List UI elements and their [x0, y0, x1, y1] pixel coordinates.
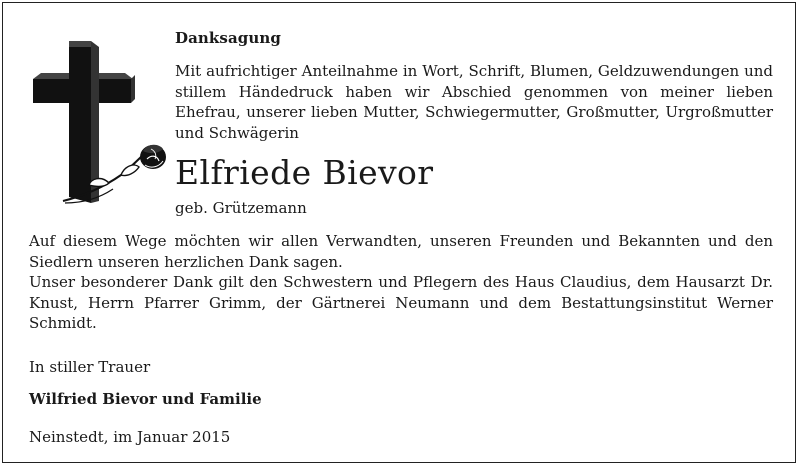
place-and-date: Neinstedt, im Januar 2015 — [29, 428, 231, 446]
special-thanks-paragraph: Unser besonderer Dank gilt den Schwestern und Pflegern des Haus Claudius, dem Hausarzt Dr. Knust, Herrn Pfarrer Grimm, der Gärtnerei Neumann und dem Bestattungsinstitut Werner Schmidt. — [29, 273, 773, 332]
deceased-name: Elfriede Bievor — [175, 153, 434, 192]
mourning-line: In stiller Trauer — [29, 358, 151, 376]
thanks-paragraph: Auf diesem Wege möchten wir allen Verwandten, unseren Freunden und Bekannten und den Siedlern unseren herzlichen Dank sagen. — [29, 232, 773, 271]
cross-icon — [33, 41, 135, 203]
obituary-notice — [2, 2, 796, 463]
cross-with-rose-illustration — [29, 37, 169, 209]
signature: Wilfried Bievor und Familie — [29, 390, 262, 408]
maiden-name: geb. Grützemann — [175, 199, 307, 217]
intro-text: Mit aufrichtiger Anteilnahme in Wort, Schrift, Blumen, Geldzuwendungen und stillem Händedruck haben wir Abschied genommen von meiner lieben Ehefrau, unserer lieben Mutter, Schwiegermutter, Großmutter, Urgroßmutter und Schwägerin — [175, 62, 773, 142]
thanks-body — [29, 231, 773, 334]
notice-heading: Danksagung — [175, 29, 281, 47]
